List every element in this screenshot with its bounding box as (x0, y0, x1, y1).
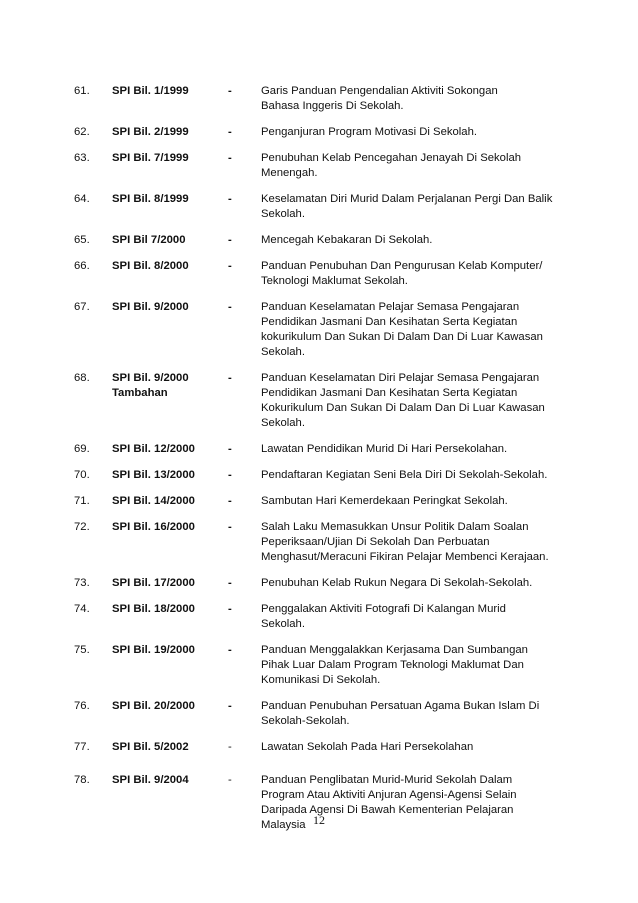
separator-dash: - (228, 577, 232, 589)
list-item (74, 643, 574, 688)
description-line: Penubuhan Kelab Rukun Negara Di Sekolah-Sekolah. (261, 577, 533, 589)
list-item (74, 699, 574, 729)
description-line: Panduan Penubuhan Persatuan Agama Bukan Islam Di (261, 700, 540, 712)
circular-reference: SPI Bil 7/2000 (112, 234, 186, 246)
item-number: 68. (74, 372, 90, 384)
circular-reference: SPI Bil. 1/1999 (112, 85, 189, 97)
circular-description (261, 643, 581, 688)
circular-description (261, 442, 581, 457)
description-line: Penggalakan Aktiviti Fotografi Di Kalangan Murid (261, 603, 506, 615)
description-line: Teknologi Maklumat Sekolah. (261, 275, 408, 287)
description-line: Daripada Agensi Di Bawah Kementerian Pelajaran (261, 804, 514, 816)
description-line: Keselamatan Diri Murid Dalam Perjalanan Pergi Dan Balik (261, 193, 553, 205)
description-line: Sekolah. (261, 618, 305, 630)
description-line: Sekolah-Sekolah. (261, 715, 350, 727)
item-number: 72. (74, 521, 90, 533)
item-number: 77. (74, 741, 90, 753)
circular-reference: SPI Bil. 20/2000 (112, 700, 195, 712)
circular-reference: SPI Bil. 16/2000 (112, 521, 195, 533)
description-line: Penubuhan Kelab Pencegahan Jenayah Di Sekolah (261, 152, 522, 164)
description-line: Salah Laku Memasukkan Unsur Politik Dalam Soalan (261, 521, 529, 533)
description-line: Sambutan Hari Kemerdekaan Peringkat Sekolah. (261, 495, 508, 507)
separator-dash: - (228, 469, 232, 481)
item-number: 61. (74, 85, 90, 97)
separator-dash: - (228, 603, 232, 615)
separator-dash: - (228, 301, 232, 313)
circular-reference: SPI Bil. 9/2004 (112, 774, 189, 786)
circular-reference: SPI Bil. 8/1999 (112, 193, 189, 205)
circular-reference: SPI Bil. 2/1999 (112, 126, 189, 138)
circular-description (261, 371, 581, 431)
description-line: Sekolah. (261, 417, 305, 429)
circular-description (261, 233, 581, 248)
description-line: Penganjuran Program Motivasi Di Sekolah. (261, 126, 478, 138)
separator-dash: - (228, 495, 232, 507)
circular-reference: SPI Bil. 8/2000 (112, 260, 189, 272)
list-item (74, 125, 574, 140)
description-line: Panduan Penglibatan Murid-Murid Sekolah Dalam (261, 774, 513, 786)
list-item (74, 259, 574, 289)
list-item (74, 300, 574, 360)
item-number: 65. (74, 234, 90, 246)
circular-reference: SPI Bil. 9/2000 (112, 301, 189, 313)
item-number: 62. (74, 126, 90, 138)
separator-dash: - (228, 152, 232, 164)
circular-description (261, 125, 581, 140)
separator-dash: - (228, 700, 232, 712)
item-number: 63. (74, 152, 90, 164)
description-line: Kokurikulum Dan Sukan Di Dalam Dan Di Luar Kawasan (261, 402, 545, 414)
circular-description (261, 192, 581, 222)
item-number: 69. (74, 443, 90, 455)
circular-reference: SPI Bil. 12/2000 (112, 443, 195, 455)
circular-description (261, 259, 581, 289)
separator-dash: - (228, 774, 232, 786)
description-line: Malaysia (261, 819, 306, 831)
item-number: 67. (74, 301, 90, 313)
description-line: Lawatan Sekolah Pada Hari Persekolahan (261, 741, 474, 753)
circular-description (261, 300, 581, 360)
separator-dash: - (228, 644, 232, 656)
list-item (74, 740, 574, 755)
circular-description (261, 576, 581, 591)
circular-reference: SPI Bil. 9/2000 Tambahan (112, 372, 189, 399)
circular-reference: SPI Bil. 19/2000 (112, 644, 195, 656)
description-line: Panduan Penubuhan Dan Pengurusan Kelab Komputer/ (261, 260, 543, 272)
description-line: Sekolah. (261, 346, 305, 358)
circular-reference: SPI Bil. 13/2000 (112, 469, 195, 481)
circular-description (261, 602, 581, 632)
circular-description (261, 494, 581, 509)
description-line: kokurikulum Dan Sukan Di Dalam Dan Di Luar Kawasan (261, 331, 543, 343)
description-line: Panduan Keselamatan Diri Pelajar Semasa Pengajaran (261, 372, 540, 384)
list-item (74, 442, 574, 457)
description-line: Bahasa Inggeris Di Sekolah. (261, 100, 404, 112)
description-line: Lawatan Pendidikan Murid Di Hari Persekolahan. (261, 443, 508, 455)
item-number: 78. (74, 774, 90, 786)
description-line: Komunikasi Di Sekolah. (261, 674, 381, 686)
separator-dash: - (228, 234, 232, 246)
separator-dash: - (228, 193, 232, 205)
separator-dash: - (228, 443, 232, 455)
circular-description (261, 520, 581, 565)
list-item (74, 371, 574, 431)
description-line: Sekolah. (261, 208, 305, 220)
description-line: Panduan Keselamatan Pelajar Semasa Pengajaran (261, 301, 520, 313)
description-line: Panduan Menggalakkan Kerjasama Dan Sumbangan (261, 644, 528, 656)
separator-dash: - (228, 126, 232, 138)
separator-dash: - (228, 372, 232, 384)
circular-description (261, 84, 581, 114)
circular-reference: SPI Bil. 18/2000 (112, 603, 195, 615)
item-number: 74. (74, 603, 90, 615)
circular-description (261, 699, 581, 729)
circular-description (261, 468, 581, 483)
circular-reference: SPI Bil. 14/2000 (112, 495, 195, 507)
description-line: Peperiksaan/Ujian Di Sekolah Dan Perbuatan (261, 536, 490, 548)
circular-list (74, 84, 574, 833)
list-item (74, 233, 574, 248)
circular-reference: SPI Bil. 5/2002 (112, 741, 189, 753)
list-item (74, 84, 574, 114)
list-item (74, 602, 574, 632)
circular-description (261, 740, 581, 755)
separator-dash: - (228, 521, 232, 533)
item-number: 75. (74, 644, 90, 656)
circular-reference: SPI Bil. 17/2000 (112, 577, 195, 589)
item-number: 73. (74, 577, 90, 589)
description-line: Pendaftaran Kegiatan Seni Bela Diri Di Sekolah-Sekolah. (261, 469, 548, 481)
item-number: 64. (74, 193, 90, 205)
description-line: Menengah. (261, 167, 318, 179)
list-item (74, 576, 574, 591)
list-item (74, 468, 574, 483)
description-line: Menghasut/Meracuni Fikiran Pelajar Membenci Kerajaan. (261, 551, 549, 563)
description-line: Garis Panduan Pengendalian Aktiviti Sokongan (261, 85, 498, 97)
item-number: 71. (74, 495, 90, 507)
circular-description (261, 151, 581, 181)
item-number: 66. (74, 260, 90, 272)
separator-dash: - (228, 741, 232, 753)
description-line: Program Atau Aktiviti Anjuran Agensi-Agensi Selain (261, 789, 517, 801)
description-line: Mencegah Kebakaran Di Sekolah. (261, 234, 433, 246)
page-number: 12 (313, 813, 325, 827)
description-line: Pendidikan Jasmani Dan Kesihatan Serta Kegiatan (261, 316, 518, 328)
item-number: 70. (74, 469, 90, 481)
list-item (74, 494, 574, 509)
separator-dash: - (228, 85, 232, 97)
list-item (74, 192, 574, 222)
description-line: Pendidikan Jasmani Dan Kesihatan Serta Kegiatan (261, 387, 518, 399)
list-item (74, 151, 574, 181)
list-item (74, 520, 574, 565)
item-number: 76. (74, 700, 90, 712)
separator-dash: - (228, 260, 232, 272)
circular-reference: SPI Bil. 7/1999 (112, 152, 189, 164)
description-line: Pihak Luar Dalam Program Teknologi Maklumat Dan (261, 659, 524, 671)
